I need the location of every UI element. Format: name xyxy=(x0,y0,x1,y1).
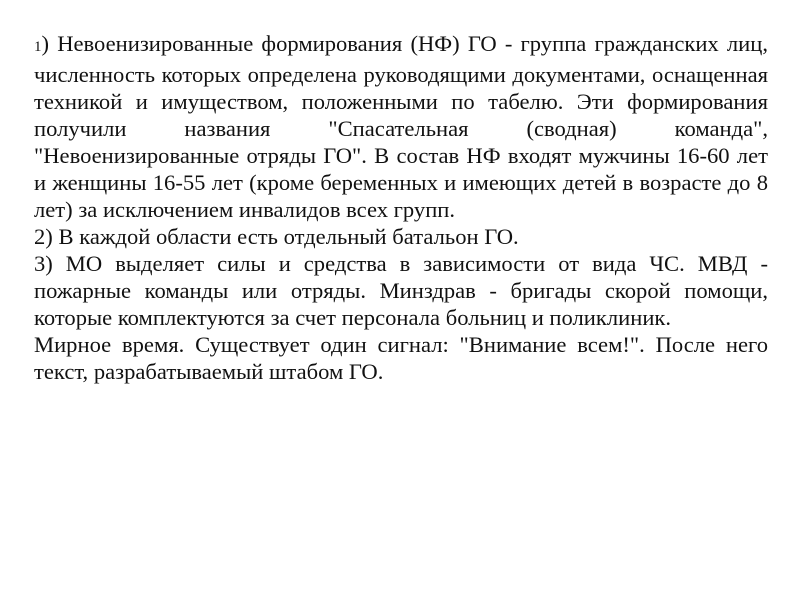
paragraph-3-text: 3) МО выделяет силы и средства в зависимости от вида ЧС. МВД - пожарные команды или отряды. Минздрав - бригады скорой помощи, которые комплектуются за счет персонала больниц и поликлиник. xyxy=(34,251,768,330)
paragraph-4 xyxy=(34,331,768,385)
paragraph-3 xyxy=(34,250,768,331)
paragraph-4-text: Мирное время. Существует один сигнал: "Внимание всем!". После него текст, разрабатываемый штабом ГО. xyxy=(34,332,768,384)
paragraph-1 xyxy=(34,30,768,223)
paragraph-2-text: 2) В каждой области есть отдельный батальон ГО. xyxy=(34,224,519,249)
paragraph-1-text: ) Невоенизированные формирования (НФ) ГО - группа гражданских лиц, численность которых определена руководящими документами, оснащенная техникой и имуществом, положенными по табелю. Эти формирования получили названия "Спасательная (сводная) команда", "Невоенизированные отряды ГО". В состав НФ входят мужчины 16-60 лет и женщины 16-55 лет (кроме беременных и имеющих детей в возрасте до 8 лет) за исключением инвалидов всех групп. xyxy=(34,31,768,222)
paragraph-2 xyxy=(34,223,768,250)
paragraph-1-number: 1 xyxy=(34,39,42,55)
document-body xyxy=(34,30,768,385)
